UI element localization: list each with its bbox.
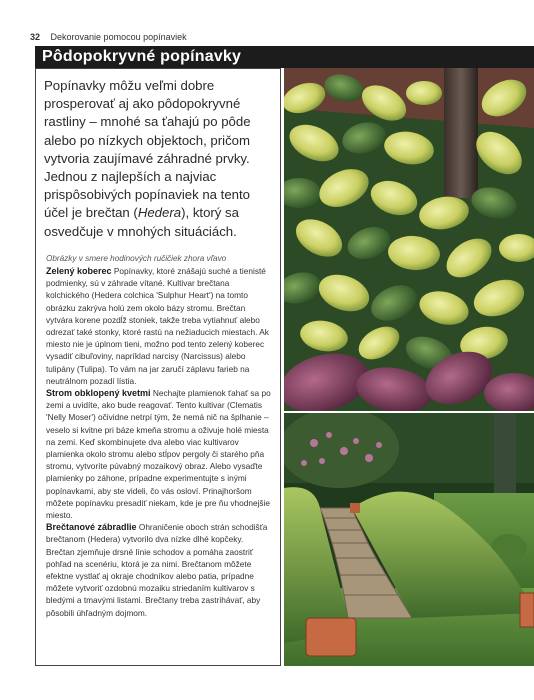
caption-section (46, 265, 274, 387)
caption-heading: Obrázky v smere hodinových ručičiek zhora vľavo (46, 254, 227, 263)
text-panel (35, 68, 281, 666)
intro-after: ), ktorý sa osvedčuje v mnohých situáciách. (44, 205, 239, 239)
ivy-illustration (284, 68, 534, 411)
running-header (30, 32, 187, 42)
caption-section-text: Ohraničenie oboch strán schodišťa brečtanom (Hedera) vytvorilo dva nízke dlhé kopčeky. Brečtan zjemňuje drsné línie schodov a pomáha zaostriť pohľad na scenériu, ktorá je za nimi. Brečtanom môžete efektne vystlať aj okraje chodníkov alebo patia, prípadne môžete vytvoriť ozdobnú mozaiku striedaním kultivarov s bledými a tmavými listami. Brečtany treba zastrihávať, aby pôsobili úhľadným dojmom. (46, 522, 268, 618)
intro-paragraph (44, 77, 276, 241)
title-bar (35, 46, 534, 68)
intro-italic: Hedera (137, 205, 182, 221)
photo-ivy-stairs (284, 413, 534, 666)
page-number: 32 (30, 32, 41, 42)
caption-body (46, 265, 274, 619)
caption-section-heading: Strom obklopený kvetmi (46, 388, 151, 399)
caption-section (46, 521, 274, 619)
caption-section-text: Popínavky, ktoré znášajú suché a tienisté podmienky, sú v záhrade vítané. Kultivar brečtana kolchického (Hedera colchica 'Sulphur Heart') na tomto obrázku zakrýva holú zem okolo bázy stromu. Brečtan vytvára korene pozdĺž stoniek, takže treba vytiahnuť alebo odrezať také stonky, ktoré rastú na nežiaducich miestach. Ak miesto nie je úplnom tieni, možno pod tento zelený koberec vysadiť cibuľoviny, napríklad narcisy (Narcissus) alebo tulipány (Tulipa). To vám na jar zaručí záplavu farieb na neutrálnom pozadí lístia. (46, 266, 269, 386)
stairs-illustration (284, 413, 534, 666)
caption-section-heading: Zelený koberec (46, 266, 112, 276)
page-title: Pôdopokryvné popínavky (42, 48, 242, 65)
intro-before: Popínavky môžu veľmi dobre prosperovať aj ako pôdopokryvné rastliny – mnohé sa ťahajú po pôde alebo po nízkych objektoch, pričom vytvoria zaujímavé záhradné prvky. Jednou z najlepších a najviac prispôsobivých popínaviek na tento účel je brečtan ( (44, 78, 251, 221)
section-title: Dekorovanie pomocou popínaviek (50, 32, 187, 42)
caption-section-text: Nechajte plamienok ťahať sa po zemi a uvidíte, ako bude reagovať. Tento kultivar (Clematis 'Nelly Moser') očividne netrpí tým, že nemá nič na šplhanie – veselo si kvitne pri báze kmeňa stromu a oživuje holé miesta na zemi. Keď skombinujete dva alebo viac kultivarov plamienka okolo stromu alebo stĺpov pergoly či starého pňa stromu, vytvoríte púvabný mozaikový obraz. Alebo vysaďte plamienky po záhone, prípadne experimentujte s inými popínavkami, aby ste videli, čo vás osloví. Prinajhoršom môžete popínavku presadiť niekam, kde je pre ňu vhodnejšie miesto. (46, 388, 271, 521)
caption-section-heading: Brečtanové zábradlie (46, 522, 137, 533)
photo-ivy-ground-cover (284, 68, 534, 411)
caption-section (46, 387, 274, 521)
